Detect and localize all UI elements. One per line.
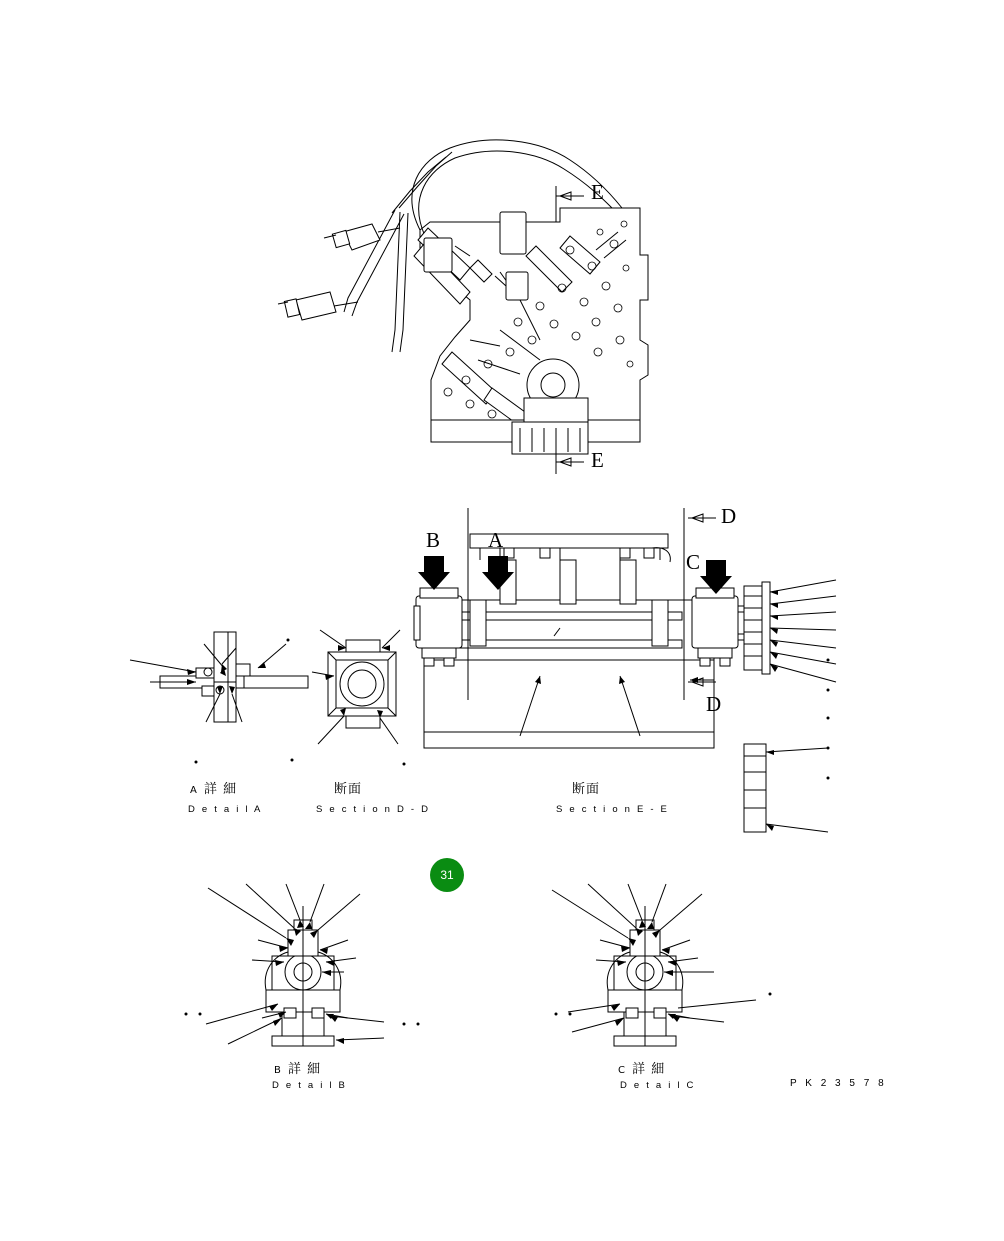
- caption-section-ee-en: S e c t i o n E - E: [556, 804, 670, 815]
- caption-detail-a-en: D e t a i l A: [188, 804, 263, 815]
- caption-section-dd-jp: 断面: [334, 782, 363, 797]
- caption-section-ee-jp: 断面: [572, 782, 601, 797]
- caption-detail-b-prefix: B: [274, 1065, 283, 1076]
- section-dd-view: [312, 630, 406, 766]
- page-number-badge: [430, 858, 464, 892]
- caption-detail-c: [618, 1058, 665, 1077]
- caption-section-ee: [572, 778, 600, 797]
- caption-section-dd-en: S e c t i o n D - D: [316, 804, 431, 815]
- detail-a-view: [130, 632, 308, 764]
- caption-detail-c-prefix: C: [618, 1065, 627, 1076]
- drawing-number: P K 2 3 5 7 8: [790, 1078, 887, 1089]
- caption-detail-b: [274, 1058, 321, 1077]
- marker-e-bottom-label: E: [591, 448, 604, 472]
- detail-c-view: [552, 884, 772, 1046]
- caption-detail-b-jp: 詳 細: [288, 1062, 322, 1077]
- section-ee-view: [414, 504, 836, 832]
- marker-d-bottom-label: D: [706, 692, 722, 716]
- caption-detail-a: [190, 778, 237, 797]
- caption-detail-c-en: D e t a i l C: [620, 1080, 696, 1091]
- detail-b-view: [185, 884, 420, 1046]
- page-number-label: 31: [440, 868, 454, 882]
- marker-c-label: C: [686, 550, 701, 574]
- caption-section-dd: [334, 778, 362, 797]
- caption-detail-a-prefix: A: [190, 785, 199, 796]
- caption-detail-b-en: D e t a i l B: [272, 1080, 348, 1091]
- marker-a-label: A: [488, 528, 504, 552]
- caption-detail-a-jp: 詳 細: [203, 782, 238, 797]
- caption-detail-c-jp: 詳 細: [632, 1062, 666, 1077]
- marker-b-label: B: [426, 528, 441, 552]
- marker-e-top-label: E: [591, 180, 604, 204]
- marker-d-top-label: D: [721, 504, 737, 528]
